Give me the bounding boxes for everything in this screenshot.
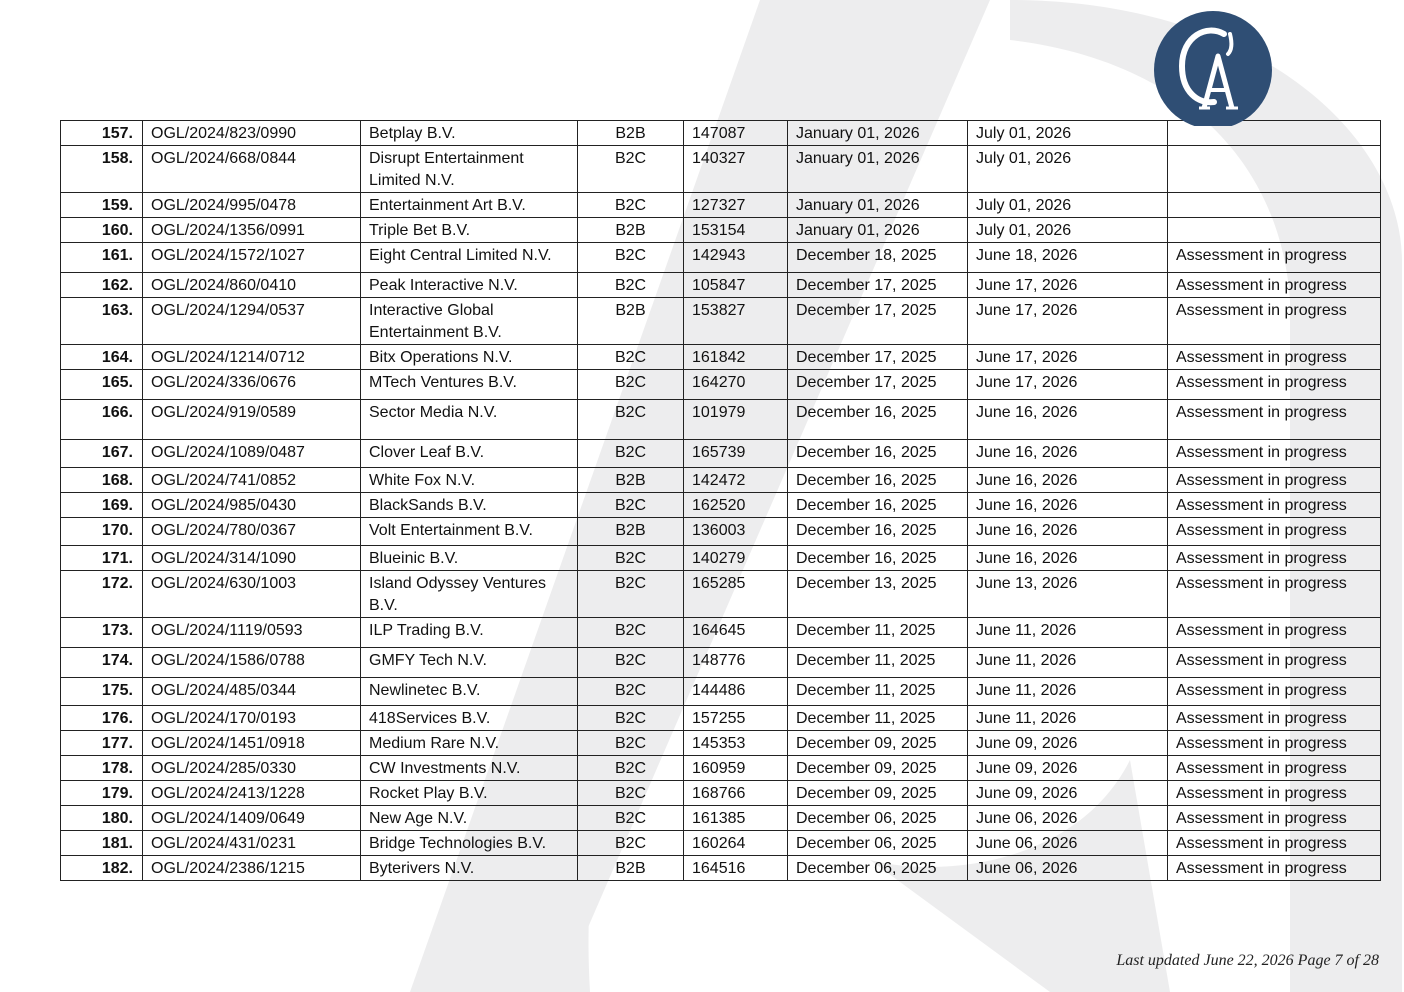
row-number: 176. bbox=[61, 706, 143, 731]
registration-number: 164516 bbox=[684, 856, 788, 881]
expiry-date: June 09, 2026 bbox=[968, 756, 1168, 781]
license-type: B2C bbox=[578, 648, 684, 678]
license-number: OGL/2024/1356/0991 bbox=[143, 218, 361, 243]
assessment-status: Assessment in progress bbox=[1168, 781, 1381, 806]
registration-number: 157255 bbox=[684, 706, 788, 731]
row-number: 174. bbox=[61, 648, 143, 678]
expiry-date: June 16, 2026 bbox=[968, 440, 1168, 468]
license-number: OGL/2024/314/1090 bbox=[143, 546, 361, 571]
page-footer: Last updated June 22, 2026 Page 7 of 28 bbox=[1116, 952, 1379, 969]
registration-number: 161385 bbox=[684, 806, 788, 831]
license-type: B2C bbox=[578, 571, 684, 618]
company-name: Medium Rare N.V. bbox=[361, 731, 578, 756]
license-type: B2C bbox=[578, 678, 684, 706]
license-type: B2B bbox=[578, 468, 684, 493]
license-type: B2C bbox=[578, 831, 684, 856]
row-number: 172. bbox=[61, 571, 143, 618]
table-row bbox=[61, 440, 1381, 468]
issue-date: December 11, 2025 bbox=[788, 678, 968, 706]
license-type: B2B bbox=[578, 298, 684, 345]
license-number: OGL/2024/336/0676 bbox=[143, 370, 361, 400]
assessment-status: Assessment in progress bbox=[1168, 678, 1381, 706]
license-type: B2C bbox=[578, 146, 684, 193]
row-number: 179. bbox=[61, 781, 143, 806]
assessment-status: Assessment in progress bbox=[1168, 400, 1381, 440]
expiry-date: June 11, 2026 bbox=[968, 706, 1168, 731]
license-type: B2C bbox=[578, 731, 684, 756]
ga-monogram-logo bbox=[1152, 10, 1274, 126]
license-table bbox=[60, 120, 1381, 881]
row-number: 161. bbox=[61, 243, 143, 273]
assessment-status: Assessment in progress bbox=[1168, 731, 1381, 756]
license-number: OGL/2024/1214/0712 bbox=[143, 345, 361, 370]
expiry-date: June 16, 2026 bbox=[968, 546, 1168, 571]
table-row bbox=[61, 648, 1381, 678]
row-number: 160. bbox=[61, 218, 143, 243]
company-name: GMFY Tech N.V. bbox=[361, 648, 578, 678]
company-name: Island Odyssey Ventures B.V. bbox=[361, 571, 578, 618]
license-type: B2C bbox=[578, 493, 684, 518]
issue-date: January 01, 2026 bbox=[788, 218, 968, 243]
row-number: 180. bbox=[61, 806, 143, 831]
table-row bbox=[61, 706, 1381, 731]
license-number: OGL/2024/1409/0649 bbox=[143, 806, 361, 831]
license-number: OGL/2024/668/0844 bbox=[143, 146, 361, 193]
assessment-status: Assessment in progress bbox=[1168, 370, 1381, 400]
company-name: 418Services B.V. bbox=[361, 706, 578, 731]
issue-date: December 11, 2025 bbox=[788, 648, 968, 678]
company-name: Bridge Technologies B.V. bbox=[361, 831, 578, 856]
company-name: Betplay B.V. bbox=[361, 121, 578, 146]
company-name: Sector Media N.V. bbox=[361, 400, 578, 440]
registration-number: 140279 bbox=[684, 546, 788, 571]
expiry-date: June 16, 2026 bbox=[968, 400, 1168, 440]
assessment-status: Assessment in progress bbox=[1168, 648, 1381, 678]
license-type: B2B bbox=[578, 121, 684, 146]
registration-number: 144486 bbox=[684, 678, 788, 706]
company-name: Rocket Play B.V. bbox=[361, 781, 578, 806]
row-number: 181. bbox=[61, 831, 143, 856]
assessment-status: Assessment in progress bbox=[1168, 493, 1381, 518]
registration-number: 142943 bbox=[684, 243, 788, 273]
registration-number: 160264 bbox=[684, 831, 788, 856]
expiry-date: June 09, 2026 bbox=[968, 781, 1168, 806]
license-number: OGL/2024/1119/0593 bbox=[143, 618, 361, 648]
issue-date: December 11, 2025 bbox=[788, 706, 968, 731]
row-number: 158. bbox=[61, 146, 143, 193]
registration-number: 127327 bbox=[684, 193, 788, 218]
issue-date: January 01, 2026 bbox=[788, 146, 968, 193]
table-row bbox=[61, 298, 1381, 345]
issue-date: December 17, 2025 bbox=[788, 370, 968, 400]
registration-number: 153154 bbox=[684, 218, 788, 243]
expiry-date: July 01, 2026 bbox=[968, 218, 1168, 243]
row-number: 167. bbox=[61, 440, 143, 468]
issue-date: December 17, 2025 bbox=[788, 273, 968, 298]
row-number: 177. bbox=[61, 731, 143, 756]
issue-date: December 09, 2025 bbox=[788, 731, 968, 756]
company-name: BlackSands B.V. bbox=[361, 493, 578, 518]
registration-number: 161842 bbox=[684, 345, 788, 370]
license-type: B2B bbox=[578, 518, 684, 546]
license-number: OGL/2024/1089/0487 bbox=[143, 440, 361, 468]
license-number: OGL/2024/1572/1027 bbox=[143, 243, 361, 273]
table-row bbox=[61, 856, 1381, 881]
expiry-date: June 11, 2026 bbox=[968, 678, 1168, 706]
registration-number: 164645 bbox=[684, 618, 788, 648]
expiry-date: June 11, 2026 bbox=[968, 648, 1168, 678]
registration-number: 153827 bbox=[684, 298, 788, 345]
expiry-date: June 11, 2026 bbox=[968, 618, 1168, 648]
license-type: B2C bbox=[578, 345, 684, 370]
license-number: OGL/2024/741/0852 bbox=[143, 468, 361, 493]
table-row bbox=[61, 273, 1381, 298]
assessment-status: Assessment in progress bbox=[1168, 440, 1381, 468]
company-name: Peak Interactive N.V. bbox=[361, 273, 578, 298]
assessment-status: Assessment in progress bbox=[1168, 831, 1381, 856]
row-number: 182. bbox=[61, 856, 143, 881]
table-row bbox=[61, 468, 1381, 493]
issue-date: December 11, 2025 bbox=[788, 618, 968, 648]
license-number: OGL/2024/170/0193 bbox=[143, 706, 361, 731]
company-name: Eight Central Limited N.V. bbox=[361, 243, 578, 273]
license-number: OGL/2024/985/0430 bbox=[143, 493, 361, 518]
license-type: B2C bbox=[578, 781, 684, 806]
row-number: 159. bbox=[61, 193, 143, 218]
table-row bbox=[61, 400, 1381, 440]
company-name: Entertainment Art B.V. bbox=[361, 193, 578, 218]
expiry-date: June 16, 2026 bbox=[968, 468, 1168, 493]
license-type: B2C bbox=[578, 806, 684, 831]
license-number: OGL/2024/919/0589 bbox=[143, 400, 361, 440]
license-type: B2C bbox=[578, 706, 684, 731]
assessment-status: Assessment in progress bbox=[1168, 546, 1381, 571]
table-body bbox=[61, 121, 1381, 881]
expiry-date: June 09, 2026 bbox=[968, 731, 1168, 756]
registration-number: 164270 bbox=[684, 370, 788, 400]
table-row bbox=[61, 678, 1381, 706]
company-name: Blueinic B.V. bbox=[361, 546, 578, 571]
license-number: OGL/2024/2386/1215 bbox=[143, 856, 361, 881]
issue-date: December 18, 2025 bbox=[788, 243, 968, 273]
table-row bbox=[61, 370, 1381, 400]
issue-date: January 01, 2026 bbox=[788, 193, 968, 218]
table-row bbox=[61, 781, 1381, 806]
license-number: OGL/2024/2413/1228 bbox=[143, 781, 361, 806]
license-type: B2C bbox=[578, 400, 684, 440]
row-number: 171. bbox=[61, 546, 143, 571]
license-number: OGL/2024/431/0231 bbox=[143, 831, 361, 856]
table-row bbox=[61, 345, 1381, 370]
company-name: Clover Leaf B.V. bbox=[361, 440, 578, 468]
assessment-status: Assessment in progress bbox=[1168, 571, 1381, 618]
issue-date: December 16, 2025 bbox=[788, 518, 968, 546]
registration-number: 162520 bbox=[684, 493, 788, 518]
row-number: 168. bbox=[61, 468, 143, 493]
registration-number: 136003 bbox=[684, 518, 788, 546]
registration-number: 101979 bbox=[684, 400, 788, 440]
assessment-status: Assessment in progress bbox=[1168, 856, 1381, 881]
registration-number: 160959 bbox=[684, 756, 788, 781]
license-type: B2C bbox=[578, 546, 684, 571]
issue-date: December 09, 2025 bbox=[788, 756, 968, 781]
license-type: B2B bbox=[578, 856, 684, 881]
table-row bbox=[61, 546, 1381, 571]
company-name: White Fox N.V. bbox=[361, 468, 578, 493]
issue-date: December 06, 2025 bbox=[788, 831, 968, 856]
company-name: CW Investments N.V. bbox=[361, 756, 578, 781]
issue-date: December 17, 2025 bbox=[788, 345, 968, 370]
table-row bbox=[61, 243, 1381, 273]
company-name: Byterivers N.V. bbox=[361, 856, 578, 881]
table-row bbox=[61, 756, 1381, 781]
issue-date: December 16, 2025 bbox=[788, 468, 968, 493]
issue-date: December 16, 2025 bbox=[788, 440, 968, 468]
company-name: Disrupt Entertainment Limited N.V. bbox=[361, 146, 578, 193]
expiry-date: June 13, 2026 bbox=[968, 571, 1168, 618]
registration-number: 168766 bbox=[684, 781, 788, 806]
assessment-status: Assessment in progress bbox=[1168, 706, 1381, 731]
row-number: 162. bbox=[61, 273, 143, 298]
assessment-status: Assessment in progress bbox=[1168, 345, 1381, 370]
registration-number: 140327 bbox=[684, 146, 788, 193]
table-row bbox=[61, 831, 1381, 856]
company-name: New Age N.V. bbox=[361, 806, 578, 831]
table-row bbox=[61, 806, 1381, 831]
assessment-status: Assessment in progress bbox=[1168, 243, 1381, 273]
row-number: 175. bbox=[61, 678, 143, 706]
license-number: OGL/2024/860/0410 bbox=[143, 273, 361, 298]
issue-date: January 01, 2026 bbox=[788, 121, 968, 146]
license-type: B2C bbox=[578, 618, 684, 648]
license-type: B2C bbox=[578, 193, 684, 218]
table-row bbox=[61, 518, 1381, 546]
issue-date: December 06, 2025 bbox=[788, 856, 968, 881]
issue-date: December 13, 2025 bbox=[788, 571, 968, 618]
expiry-date: June 06, 2026 bbox=[968, 856, 1168, 881]
assessment-status: Assessment in progress bbox=[1168, 806, 1381, 831]
license-type: B2B bbox=[578, 218, 684, 243]
license-type: B2C bbox=[578, 440, 684, 468]
company-name: Newlinetec B.V. bbox=[361, 678, 578, 706]
registration-number: 165739 bbox=[684, 440, 788, 468]
table-row bbox=[61, 571, 1381, 618]
assessment-status bbox=[1168, 218, 1381, 243]
registration-number: 145353 bbox=[684, 731, 788, 756]
table-row bbox=[61, 193, 1381, 218]
expiry-date: July 01, 2026 bbox=[968, 146, 1168, 193]
table-row bbox=[61, 146, 1381, 193]
row-number: 163. bbox=[61, 298, 143, 345]
license-number: OGL/2024/1451/0918 bbox=[143, 731, 361, 756]
assessment-status: Assessment in progress bbox=[1168, 298, 1381, 345]
row-number: 157. bbox=[61, 121, 143, 146]
row-number: 166. bbox=[61, 400, 143, 440]
company-name: Triple Bet B.V. bbox=[361, 218, 578, 243]
expiry-date: June 16, 2026 bbox=[968, 518, 1168, 546]
expiry-date: June 17, 2026 bbox=[968, 298, 1168, 345]
company-name: MTech Ventures B.V. bbox=[361, 370, 578, 400]
expiry-date: July 01, 2026 bbox=[968, 193, 1168, 218]
row-number: 170. bbox=[61, 518, 143, 546]
assessment-status: Assessment in progress bbox=[1168, 618, 1381, 648]
issue-date: December 16, 2025 bbox=[788, 400, 968, 440]
table-row bbox=[61, 493, 1381, 518]
expiry-date: June 17, 2026 bbox=[968, 345, 1168, 370]
license-number: OGL/2024/485/0344 bbox=[143, 678, 361, 706]
row-number: 178. bbox=[61, 756, 143, 781]
assessment-status bbox=[1168, 193, 1381, 218]
expiry-date: June 17, 2026 bbox=[968, 273, 1168, 298]
expiry-date: June 16, 2026 bbox=[968, 493, 1168, 518]
expiry-date: June 06, 2026 bbox=[968, 831, 1168, 856]
row-number: 173. bbox=[61, 618, 143, 648]
issue-date: December 17, 2025 bbox=[788, 298, 968, 345]
row-number: 169. bbox=[61, 493, 143, 518]
issue-date: December 09, 2025 bbox=[788, 781, 968, 806]
issue-date: December 16, 2025 bbox=[788, 493, 968, 518]
assessment-status bbox=[1168, 146, 1381, 193]
expiry-date: June 17, 2026 bbox=[968, 370, 1168, 400]
registration-number: 148776 bbox=[684, 648, 788, 678]
expiry-date: July 01, 2026 bbox=[968, 121, 1168, 146]
license-type: B2C bbox=[578, 243, 684, 273]
table-row bbox=[61, 731, 1381, 756]
row-number: 165. bbox=[61, 370, 143, 400]
license-number: OGL/2024/630/1003 bbox=[143, 571, 361, 618]
registration-number: 147087 bbox=[684, 121, 788, 146]
assessment-status: Assessment in progress bbox=[1168, 518, 1381, 546]
assessment-status: Assessment in progress bbox=[1168, 756, 1381, 781]
expiry-date: June 18, 2026 bbox=[968, 243, 1168, 273]
company-name: ILP Trading B.V. bbox=[361, 618, 578, 648]
company-name: Bitx Operations N.V. bbox=[361, 345, 578, 370]
table-row bbox=[61, 618, 1381, 648]
assessment-status: Assessment in progress bbox=[1168, 468, 1381, 493]
license-number: OGL/2024/1294/0537 bbox=[143, 298, 361, 345]
company-name: Interactive Global Entertainment B.V. bbox=[361, 298, 578, 345]
company-name: Volt Entertainment B.V. bbox=[361, 518, 578, 546]
assessment-status: Assessment in progress bbox=[1168, 273, 1381, 298]
license-type: B2C bbox=[578, 756, 684, 781]
license-type: B2C bbox=[578, 370, 684, 400]
license-number: OGL/2024/1586/0788 bbox=[143, 648, 361, 678]
expiry-date: June 06, 2026 bbox=[968, 806, 1168, 831]
table-row bbox=[61, 218, 1381, 243]
license-number: OGL/2024/823/0990 bbox=[143, 121, 361, 146]
issue-date: December 06, 2025 bbox=[788, 806, 968, 831]
issue-date: December 16, 2025 bbox=[788, 546, 968, 571]
registration-number: 165285 bbox=[684, 571, 788, 618]
license-type: B2C bbox=[578, 273, 684, 298]
registration-number: 142472 bbox=[684, 468, 788, 493]
registration-number: 105847 bbox=[684, 273, 788, 298]
license-number: OGL/2024/995/0478 bbox=[143, 193, 361, 218]
row-number: 164. bbox=[61, 345, 143, 370]
license-number: OGL/2024/780/0367 bbox=[143, 518, 361, 546]
license-number: OGL/2024/285/0330 bbox=[143, 756, 361, 781]
